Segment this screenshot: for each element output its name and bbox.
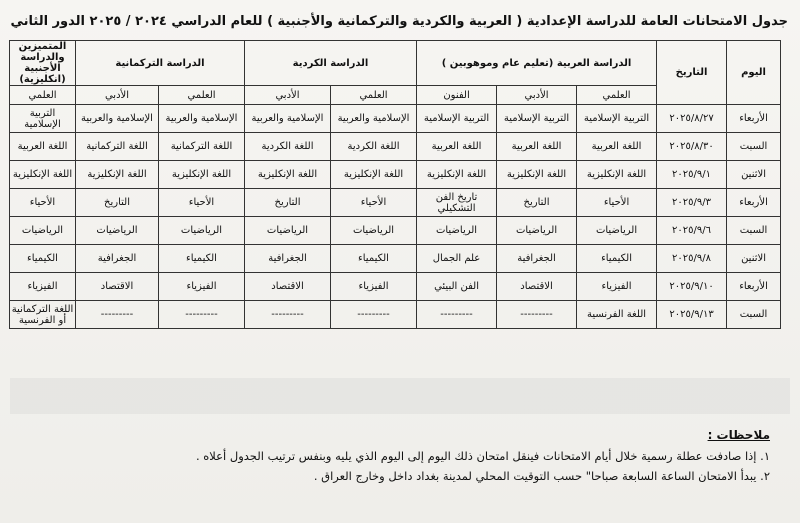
date-cell: ٢٠٢٥/٩/١٣ <box>657 301 727 329</box>
day-cell: السبت <box>727 217 781 245</box>
subject-cell: --------- <box>417 301 497 329</box>
subject-cell: علم الجمال <box>417 245 497 273</box>
exam-schedule-table <box>9 40 781 329</box>
subject-cell: --------- <box>159 301 245 329</box>
date-cell: ٢٠٢٥/٨/٢٧ <box>657 105 727 133</box>
day-cell: السبت <box>727 301 781 329</box>
subject-cell: الرياضيات <box>76 217 159 245</box>
subject-cell: الفيزياء <box>577 273 657 301</box>
subject-cell: اللغة الكردية <box>331 133 417 161</box>
date-cell: ٢٠٢٥/٩/٣ <box>657 189 727 217</box>
table-row <box>10 273 781 301</box>
table-row <box>10 301 781 329</box>
branch-scientific: العلمي <box>331 86 417 105</box>
subject-cell: الإسلامية والعربية <box>76 105 159 133</box>
table-row <box>10 217 781 245</box>
scan-shadow <box>10 378 790 414</box>
branch-literary: الأدبي <box>245 86 331 105</box>
page-title: جدول الامتحانات العامة للدراسة الإعدادية ( العربية والكردية والتركمانية والأجنبية ) للعام الدراسي ٢٠٢٤ / ٢٠٢٥ الدور الثاني <box>10 14 788 29</box>
subject-cell: الكيمياء <box>577 245 657 273</box>
date-cell: ٢٠٢٥/٩/٦ <box>657 217 727 245</box>
header-date: التاريخ <box>657 41 727 105</box>
subject-cell: الرياضيات <box>159 217 245 245</box>
subject-cell: الإسلامية والعربية <box>245 105 331 133</box>
subject-cell: اللغة التركمانية <box>159 133 245 161</box>
subject-cell: اللغة الإنكليزية <box>159 161 245 189</box>
subject-cell: التاريخ <box>245 189 331 217</box>
subject-cell: اللغة الإنكليزية <box>76 161 159 189</box>
subject-cell: --------- <box>76 301 159 329</box>
subject-cell: الفيزياء <box>159 273 245 301</box>
notes-title: ملاحظات : <box>707 428 770 442</box>
subject-cell: الرياضيات <box>331 217 417 245</box>
table-row <box>10 189 781 217</box>
subject-cell: الفيزياء <box>10 273 76 301</box>
subject-cell: اللغة العربية <box>497 133 577 161</box>
subject-cell: اللغة التركمانية <box>76 133 159 161</box>
date-cell: ٢٠٢٥/٨/٣٠ <box>657 133 727 161</box>
subject-cell: الرياضيات <box>577 217 657 245</box>
subject-cell: --------- <box>245 301 331 329</box>
subject-cell: الكيمياء <box>10 245 76 273</box>
subject-cell: تاريخ الفن التشكيلي <box>417 189 497 217</box>
subject-cell: الأحياء <box>10 189 76 217</box>
table-row <box>10 105 781 133</box>
branch-scientific: العلمي <box>159 86 245 105</box>
header-turkmen-study: الدراسة التركمانية <box>76 41 245 86</box>
day-cell: الأربعاء <box>727 189 781 217</box>
subject-cell: الاقتصاد <box>245 273 331 301</box>
subject-cell: الإسلامية والعربية <box>159 105 245 133</box>
subject-cell: الرياضيات <box>10 217 76 245</box>
subject-cell: اللغة الفرنسية <box>577 301 657 329</box>
header-kurdish-study: الدراسة الكردية <box>245 41 417 86</box>
branch-literary: الأدبي <box>76 86 159 105</box>
subject-cell: التربية الإسلامية <box>577 105 657 133</box>
table-row <box>10 245 781 273</box>
subject-cell: الأحياء <box>331 189 417 217</box>
subject-cell: الأحياء <box>577 189 657 217</box>
subject-cell: الفن البيئي <box>417 273 497 301</box>
subject-cell: الرياضيات <box>245 217 331 245</box>
note-item: ١. إذا صادفت عطلة رسمية خلال أيام الامتحانات فينقل امتحان ذلك اليوم إلى اليوم الذي يليه وبنفس ترتيب الجدول أعلاه . <box>195 449 770 463</box>
subject-cell: التربية الإسلامية <box>10 105 76 133</box>
subject-cell: اللغة العربية <box>10 133 76 161</box>
subject-cell: اللغة الإنكليزية <box>497 161 577 189</box>
subject-cell: اللغة العربية <box>577 133 657 161</box>
header-arabic-study: الدراسة العربية (تعليم عام وموهوبين ) <box>417 41 657 86</box>
branch-scientific: العلمي <box>577 86 657 105</box>
subject-cell: الجغرافية <box>76 245 159 273</box>
note-item: ٢. يبدأ الامتحان الساعة السابعة صباحا" حسب التوقيت المحلي لمدينة بغداد داخل وخارج العراق . <box>313 469 770 483</box>
table-row <box>10 133 781 161</box>
subject-cell: اللغة الإنكليزية <box>577 161 657 189</box>
table-row <box>10 161 781 189</box>
subject-cell: اللغة الكردية <box>245 133 331 161</box>
subject-cell: --------- <box>497 301 577 329</box>
subject-cell: الإسلامية والعربية <box>331 105 417 133</box>
subject-cell: الكيمياء <box>331 245 417 273</box>
subject-cell: التاريخ <box>76 189 159 217</box>
day-cell: الأربعاء <box>727 273 781 301</box>
notes-section <box>20 428 770 488</box>
subject-cell: الرياضيات <box>417 217 497 245</box>
subject-cell: اللغة الإنكليزية <box>331 161 417 189</box>
subject-cell: اللغة الإنكليزية <box>417 161 497 189</box>
subject-cell: التاريخ <box>497 189 577 217</box>
subject-cell: التربية الإسلامية <box>417 105 497 133</box>
subject-cell: الفيزياء <box>331 273 417 301</box>
date-cell: ٢٠٢٥/٩/١ <box>657 161 727 189</box>
subject-cell: الجغرافية <box>497 245 577 273</box>
branch-scientific: العلمي <box>10 86 76 105</box>
subject-cell: اللغة العربية <box>417 133 497 161</box>
header-day: اليوم <box>727 41 781 105</box>
header-row-groups <box>10 41 781 86</box>
header-foreign-study: المتميزين والدراسة الأجنبية (انكليزية) <box>10 41 76 86</box>
day-cell: الاثنين <box>727 161 781 189</box>
day-cell: الأربعاء <box>727 105 781 133</box>
subject-cell: --------- <box>331 301 417 329</box>
day-cell: الاثنين <box>727 245 781 273</box>
subject-cell: اللغة الإنكليزية <box>10 161 76 189</box>
subject-cell: التربية الإسلامية <box>497 105 577 133</box>
subject-cell: الجغرافية <box>245 245 331 273</box>
branch-arts: الفنون <box>417 86 497 105</box>
subject-cell: الاقتصاد <box>76 273 159 301</box>
subject-cell: الكيمياء <box>159 245 245 273</box>
subject-cell: الرياضيات <box>497 217 577 245</box>
day-cell: السبت <box>727 133 781 161</box>
branch-literary: الأدبي <box>497 86 577 105</box>
date-cell: ٢٠٢٥/٩/٨ <box>657 245 727 273</box>
subject-cell: الاقتصاد <box>497 273 577 301</box>
subject-cell: الأحياء <box>159 189 245 217</box>
subject-cell: اللغة الإنكليزية <box>245 161 331 189</box>
date-cell: ٢٠٢٥/٩/١٠ <box>657 273 727 301</box>
subject-cell: اللغة التركمانية أو الفرنسية <box>10 301 76 329</box>
